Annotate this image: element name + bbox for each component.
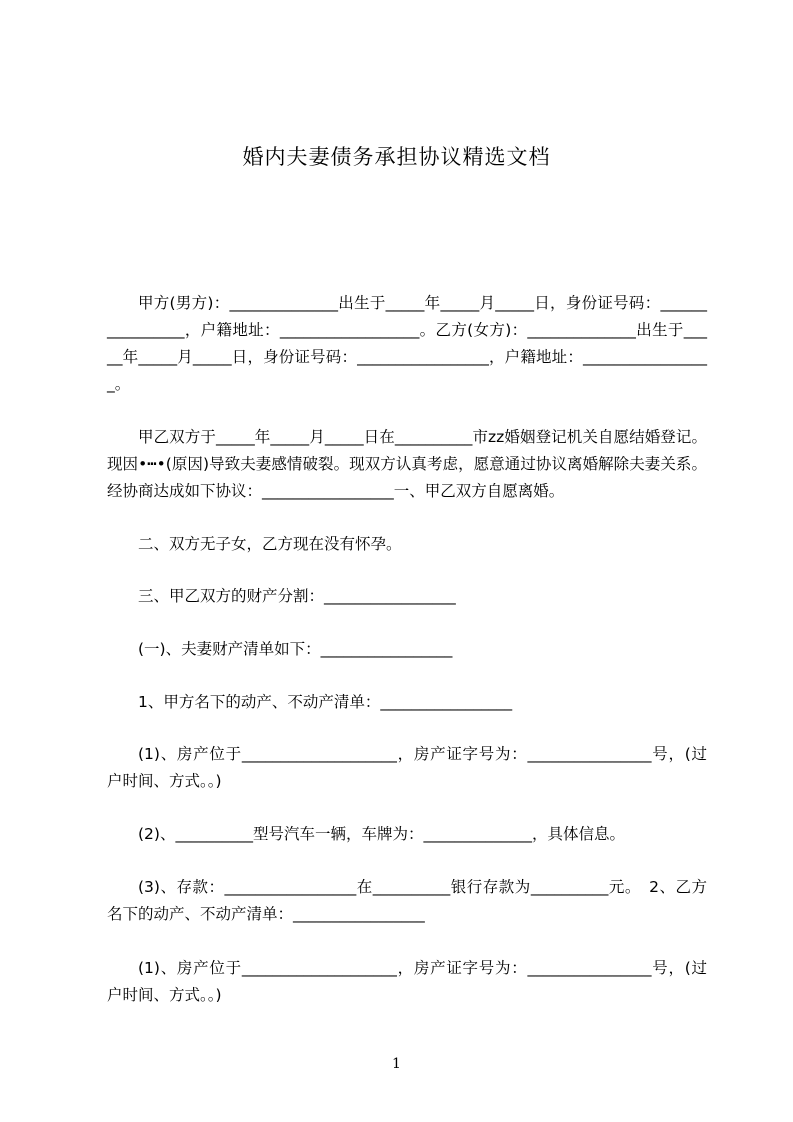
paragraph-property-division: 三、甲乙双方的财产分割：_________________ bbox=[138, 587, 456, 605]
paragraph-party-a-car: (2)、__________型号汽车一辆，车牌为：______________，具体信息。 bbox=[138, 825, 625, 843]
paragraph-party-a-house: (1)、房产位于____________________，房产证字号为：________________号，(过户时间、方式。。) bbox=[107, 745, 707, 790]
paragraph-party-a-assets: 1、甲方名下的动产、不动产清单：_________________ bbox=[138, 693, 513, 711]
paragraph-property-list: (一)、夫妻财产清单如下：_________________ bbox=[138, 640, 453, 658]
paragraph-party-b-house: (1)、房产位于____________________，房产证字号为：________________号，(过户时间、方式。。) bbox=[107, 959, 707, 1004]
paragraph-children: 二、双方无子女，乙方现在没有怀孕。 bbox=[138, 535, 402, 553]
paragraph-deposits: (3)、存款：_________________在__________银行存款为__________元。 2、乙方名下的动产、不动产清单：_________________ bbox=[107, 878, 707, 923]
paragraph-marriage-registration: 甲乙双方于_____年_____月_____日在__________市zz婚姻登记机关自愿结婚登记。现因•┅•(原因)导致夫妻感情破裂。现双方认真考虑，愿意通过协议离婚解除夫妻关系。经协商达成如下协议：_________________一、甲乙双方自愿离婚。 bbox=[107, 428, 707, 500]
document-title: 婚内夫妻债务承担协议精选文档 bbox=[242, 145, 551, 169]
paragraph-party-info: 甲方(男方)：______________出生于_____年_____月_____日，身份证号码：________________，户籍地址：__________________。乙方(女方)：______________出生于_____年_____月_____日，身份证号码：_________________，户籍地址：_________________。 bbox=[107, 294, 707, 393]
page-number: 1 bbox=[392, 1056, 401, 1072]
